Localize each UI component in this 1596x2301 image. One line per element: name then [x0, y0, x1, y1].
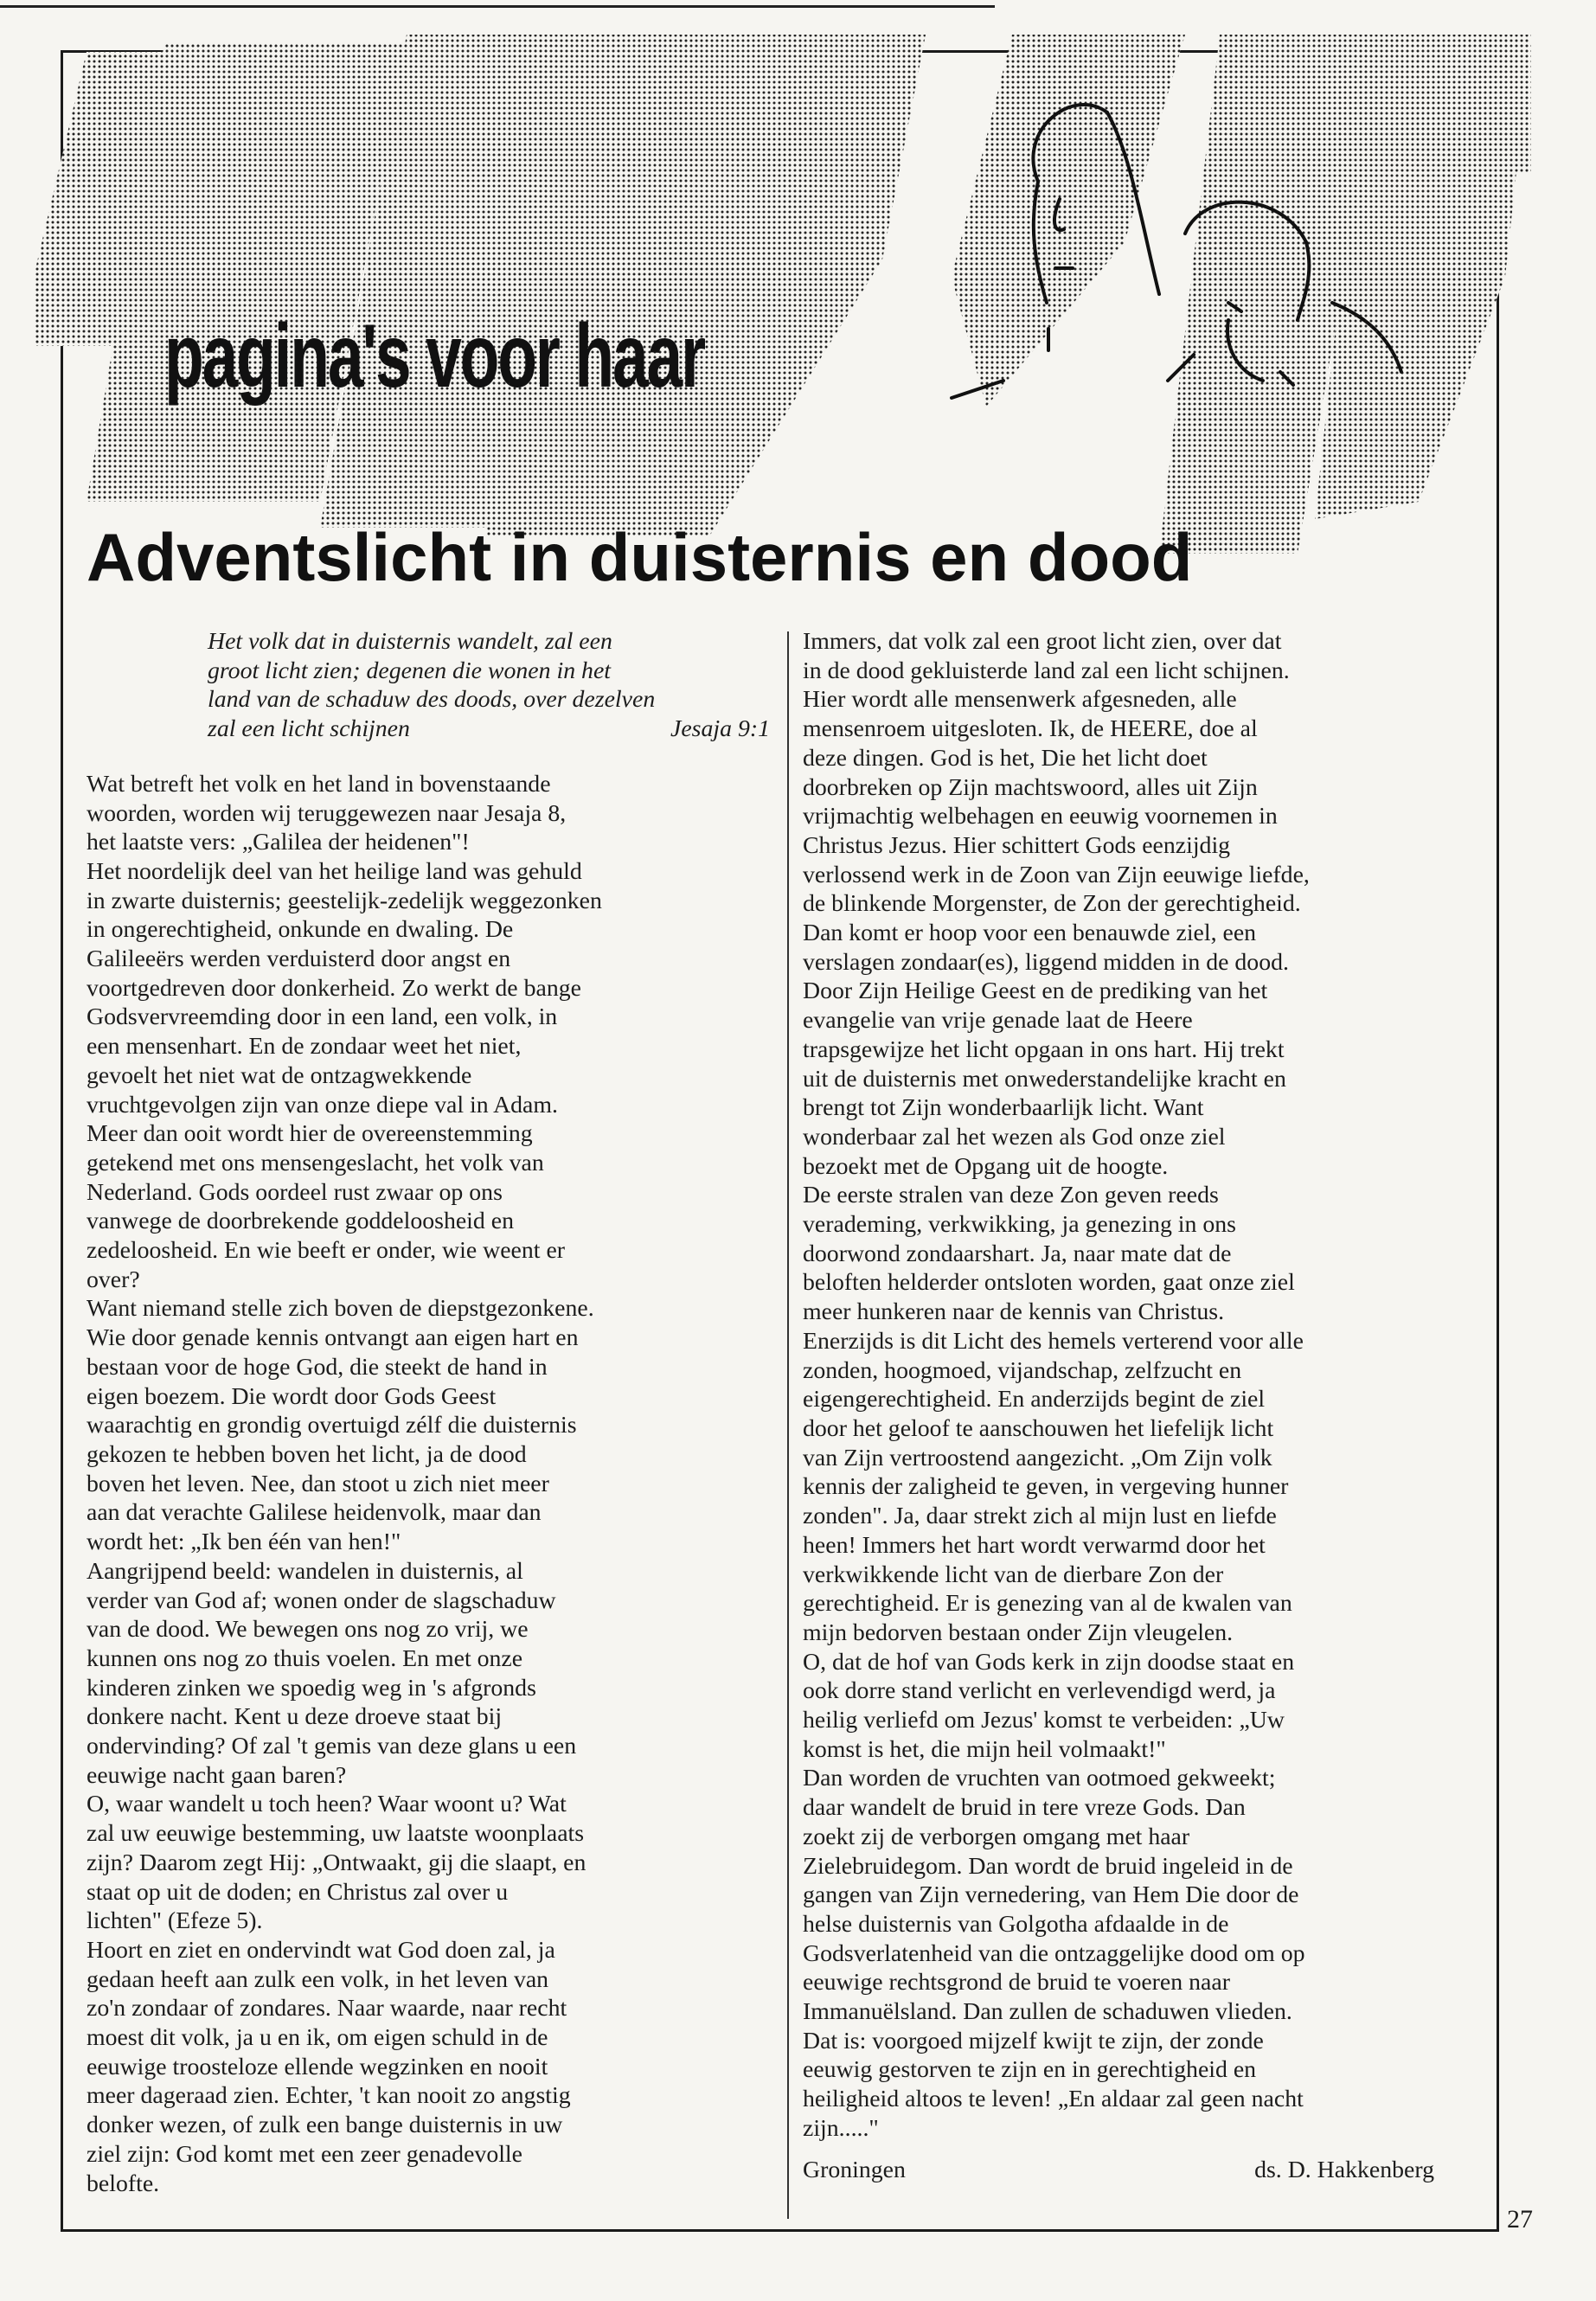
motto-last-row: [208, 715, 770, 744]
text-line: Hoort en ziet en ondervindt wat God doen zal, ja: [87, 1936, 555, 1964]
right-column: [803, 627, 1469, 2184]
text-line: aan dat verachte Galilese heidenvolk, maar dan: [87, 1499, 542, 1527]
text-line: in de dood gekluisterde land zal een licht schijnen.: [803, 657, 1290, 684]
text-line: eigen boezem. Die wordt door Gods Geest: [87, 1382, 497, 1410]
text-line: zonden". Ja, daar strekt zich al mijn lust en liefde: [803, 1503, 1277, 1530]
text-line: zal uw eeuwige bestemming, uw laatste woonplaats: [87, 1820, 585, 1848]
text-line: verslagen zondaar(es), liggend midden in de dood.: [803, 948, 1289, 976]
text-line: Het noordelijk deel van het heilige land was gehuld: [87, 857, 582, 885]
left-column-body: [87, 770, 772, 2198]
text-line: Dat is: voorgoed mijzelf kwijt te zijn, der zonde: [803, 2027, 1264, 2054]
text-line: gekozen te hebben boven het licht, ja de dood: [87, 1440, 527, 1468]
place: Groningen: [803, 2156, 906, 2183]
text-line: ziel zijn: God komt met een zeer genadevolle: [87, 2140, 522, 2168]
text-line: doorbreken op Zijn machtswoord, alles uit Zijn: [803, 773, 1258, 801]
motto-line: groot licht zien; degenen die wonen in het: [208, 657, 612, 684]
text-line: doorwond zondaarshart. Ja, naar mate dat de: [803, 1240, 1232, 1267]
text-line: boven het leven. Nee, dan stoot u zich niet meer: [87, 1470, 549, 1497]
text-line: van de dood. We bewegen ons nog zo vrij, we: [87, 1616, 529, 1644]
text-line: heilig verliefd om Jezus' komst te verbeiden: „Uw: [803, 1707, 1285, 1734]
text-line: waarachtig en grondig overtuigd zélf die duisternis: [87, 1412, 577, 1439]
text-line: Door Zijn Heilige Geest en de prediking van het: [803, 977, 1268, 1005]
text-line: in zwarte duisternis; geestelijk-zedelijk weggezonken: [87, 887, 602, 914]
text-line: Dan worden de vruchten van ootmoed gekweekt;: [803, 1765, 1276, 1792]
text-line: kunnen ons nog zo thuis voelen. En met onze: [87, 1644, 523, 1672]
text-line: gangen van Zijn vernedering, van Hem Die door de: [803, 1881, 1299, 1909]
text-line: gedaan heeft aan zulk een volk, in het leven van: [87, 1965, 549, 1993]
text-line: voortgedreven door donkerheid. Zo werkt de bange: [87, 974, 581, 1002]
top-rule: [0, 5, 995, 8]
author: ds. D. Hakkenberg: [1254, 2156, 1434, 2183]
column-divider: [787, 631, 789, 2219]
text-line: over?: [87, 1266, 140, 1293]
motto: [208, 627, 770, 744]
text-line: eeuwige troosteloze ellende wegzinken en nooit: [87, 2053, 548, 2080]
text-line: Enerzijds is dit Licht des hemels verterend voor alle: [803, 1327, 1304, 1355]
text-line: heiligheid altoos te leven! „En aldaar zal geen nacht: [803, 2086, 1304, 2113]
article-title: Adventslicht in duisternis en dood: [87, 519, 1193, 595]
text-line: woorden, worden wij teruggewezen naar Jesaja 8,: [87, 799, 567, 827]
text-line: verademing, verkwikking, ja genezing in ons: [803, 1211, 1236, 1239]
text-line: evangelie van vrije genade laat de Heere: [803, 1007, 1193, 1035]
text-line: vanwege de doorbrekende goddeloosheid en: [87, 1208, 514, 1235]
text-line: Dan komt er hoop voor een benauwde ziel, een: [803, 920, 1257, 947]
text-line: van Zijn vertroostend aangezicht. „Om Zijn volk: [803, 1444, 1272, 1471]
text-line: moest dit volk, ja u en ik, om eigen schuld in de: [87, 2024, 548, 2052]
text-line: verder van God af; wonen onder de slagschaduw: [87, 1586, 556, 1614]
text-line: Wat betreft het volk en het land in bovenstaande: [87, 770, 551, 798]
text-line: De eerste stralen van deze Zon geven reeds: [803, 1182, 1219, 1209]
text-line: eeuwige nacht gaan baren?: [87, 1761, 347, 1789]
text-line: deze dingen. God is het, Die het licht doet: [803, 744, 1208, 772]
text-line: mijn bedorven bestaan onder Zijn vleugelen.: [803, 1618, 1234, 1646]
text-line: zijn? Daarom zegt Hij: „Ontwaakt, gij die slaapt, en: [87, 1849, 586, 1876]
corner-dots: [1471, 43, 1531, 173]
text-line: verlossend werk in de Zoon van Zijn eeuwige liefde,: [803, 861, 1310, 888]
text-line: Christus Jezus. Hier schittert Gods eenzijdig: [803, 831, 1231, 859]
text-line: mensenroem uitgesloten. Ik, de HEERE, doe al: [803, 715, 1258, 743]
text-line: zoekt zij de verborgen omgang met haar: [803, 1823, 1190, 1850]
scripture-reference: Jesaja 9:1: [670, 715, 770, 743]
text-line: vruchtgevolgen zijn van onze diepe val in Adam.: [87, 1091, 558, 1118]
text-line: Want niemand stelle zich boven de diepstgezonkene.: [87, 1295, 594, 1323]
text-line: in ongerechtigheid, onkunde en dwaling. De: [87, 916, 514, 944]
text-line: komst is het, die mijn heil volmaakt!": [803, 1735, 1166, 1763]
text-line: eeuwige rechtsgrond de bruid te voeren naar: [803, 1969, 1230, 1997]
text-line: zedeloosheid. En wie beeft er onder, wie weent er: [87, 1237, 566, 1265]
text-line: Immanuëlsland. Dan zullen de schaduwen vlieden.: [803, 1998, 1292, 2026]
text-line: vrijmachtig welbehagen en eeuwig voornemen in: [803, 803, 1278, 830]
text-line: daar wandelt de bruid in tere vreze Gods. Dan: [803, 1794, 1246, 1822]
text-line: getekend met ons mensengeslacht, het volk van: [87, 1149, 544, 1176]
text-line: door het geloof te aanschouwen het liefelijk licht: [803, 1414, 1274, 1442]
text-line: Galileeërs werden verduisterd door angst en: [87, 945, 511, 973]
text-line: Hier wordt alle mensenwerk afgesneden, alle: [803, 686, 1237, 714]
text-line: wonderbaar zal het wezen als God onze ziel: [803, 1123, 1226, 1150]
text-line: gerechtigheid. Er is genezing van al de kwalen van: [803, 1590, 1292, 1618]
text-line: belofte.: [87, 2170, 160, 2197]
text-line: staat op uit de doden; en Christus zal over u: [87, 1878, 509, 1906]
section-banner: [35, 17, 1531, 571]
text-line: heen! Immers het hart wordt verwarmd door het: [803, 1531, 1266, 1559]
text-line: bestaan voor de hoge God, die steekt de hand in: [87, 1353, 548, 1381]
page-number: 27: [1507, 2205, 1533, 2234]
text-line: Godsvervreemding door in een land, een volk, in: [87, 1003, 558, 1031]
text-line: Godsverlatenheid van die ontzaggelijke dood om op: [803, 1939, 1305, 1967]
text-line: Aangrijpend beeld: wandelen in duisternis, al: [87, 1557, 523, 1585]
text-line: Meer dan ooit wordt hier de overeenstemming: [87, 1120, 533, 1148]
text-line: Wie door genade kennis ontvangt aan eigen hart en: [87, 1324, 579, 1352]
text-line: Zielebruidegom. Dan wordt de bruid ingeleid in de: [803, 1852, 1293, 1880]
right-column-body: [803, 627, 1469, 2144]
left-column: [87, 627, 772, 2198]
section-title: pagina's voor haar: [164, 306, 704, 407]
text-line: ook dorre stand verlicht en verlevendigd werd, ja: [803, 1677, 1276, 1705]
text-line: helse duisternis van Golgotha afdaalde in de: [803, 1910, 1229, 1938]
text-line: Immers, dat volk zal een groot licht zien, over dat: [803, 628, 1282, 655]
text-line: ondervinding? Of zal 't gemis van deze glans u een: [87, 1733, 577, 1760]
signoff: [803, 2156, 1469, 2185]
text-line: uit de duisternis met onwederstandelijke kracht en: [803, 1065, 1286, 1093]
text-line: het laatste vers: „Galilea der heidenen"!: [87, 829, 470, 856]
text-line: donkere nacht. Kent u deze droeve staat bij: [87, 1703, 503, 1731]
text-line: donker wezen, of zulk een bange duisternis in uw: [87, 2112, 563, 2139]
text-line: lichten" (Efeze 5).: [87, 1907, 263, 1935]
motto-line: land van de schaduw des doods, over dezelven: [208, 686, 656, 714]
text-line: Nederland. Gods oordeel rust zwaar op ons: [87, 1178, 503, 1206]
text-line: de blinkende Morgenster, de Zon der gerechtigheid.: [803, 890, 1301, 918]
text-line: meer hunkeren naar de kennis van Christus.: [803, 1298, 1225, 1326]
text-line: zo'n zondaar of zondares. Naar waarde, naar recht: [87, 1995, 567, 2022]
text-line: eigengerechtigheid. En anderzijds begint de ziel: [803, 1386, 1266, 1413]
text-line: beloften helderder ontsloten worden, gaat onze ziel: [803, 1269, 1295, 1297]
text-line: verkwikkende licht van de dierbare Zon der: [803, 1561, 1224, 1588]
text-line: O, waar wandelt u toch heen? Waar woont u? Wat: [87, 1791, 567, 1818]
text-line: een mensenhart. En de zondaar weet het niet,: [87, 1033, 522, 1061]
text-line: O, dat de hof van Gods kerk in zijn doodse staat en: [803, 1648, 1295, 1676]
text-line: kinderen zinken we spoedig weg in 's afgronds: [87, 1674, 536, 1702]
text-line: kennis der zaligheid te geven, in vergeving hunner: [803, 1473, 1289, 1501]
motto-line: zal een licht schijnen: [208, 715, 410, 743]
text-line: brengt tot Zijn wonderbaarlijk licht. Want: [803, 1094, 1204, 1122]
text-line: bezoekt met de Opgang uit de hoogte.: [803, 1152, 1169, 1180]
text-line: eeuwig gestorven te zijn en in gerechtigheid en: [803, 2056, 1257, 2084]
text-line: zonden, hoogmoed, vijandschap, zelfzucht en: [803, 1356, 1242, 1384]
text-line: meer dageraad zien. Echter, 't kan nooit zo angstig: [87, 2082, 571, 2110]
text-line: zijn.....": [803, 2114, 879, 2142]
text-line: wordt het: „Ik ben één van hen!": [87, 1529, 401, 1556]
text-line: gevoelt het niet wat de ontzagwekkende: [87, 1061, 472, 1089]
text-line: trapsgewijze het licht opgaan in ons hart. Hij trekt: [803, 1035, 1285, 1063]
motto-line: Het volk dat in duisternis wandelt, zal een: [208, 628, 612, 655]
